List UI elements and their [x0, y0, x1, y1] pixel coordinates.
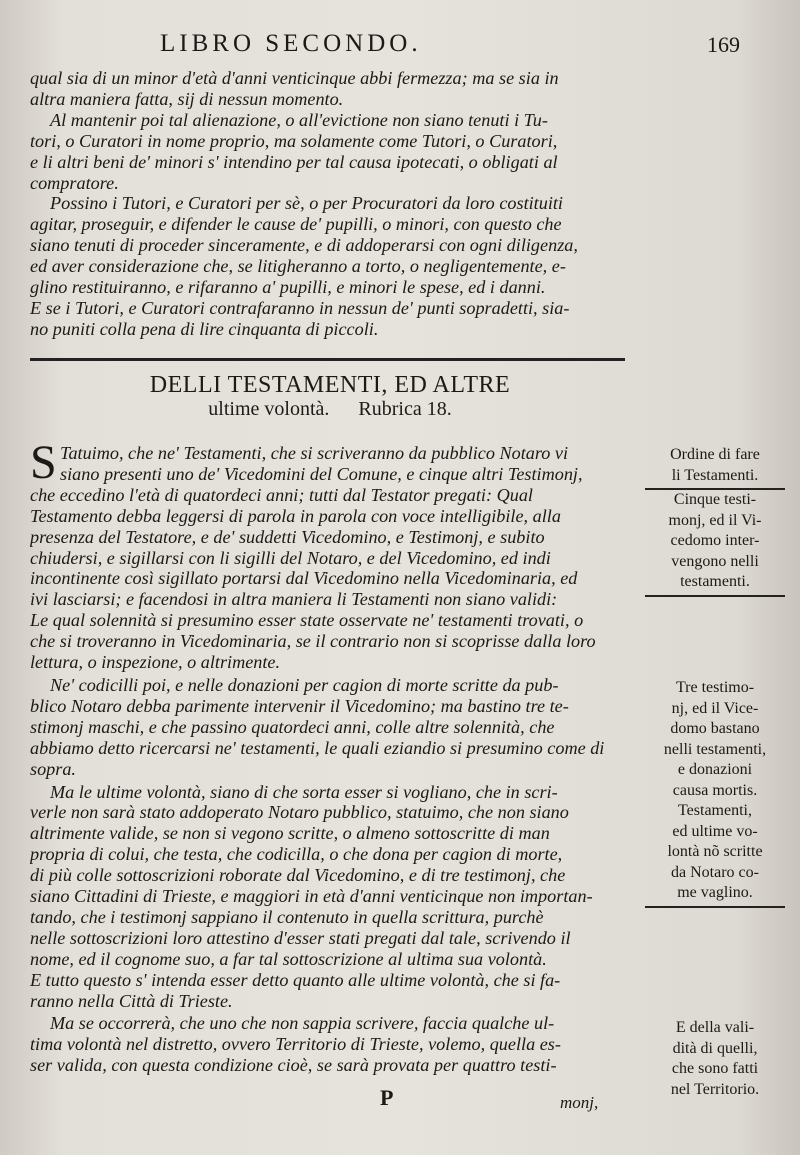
paragraph: qual sia di un minor d'età d'anni venticinque abbi fermezza; ma se sia in altra maniera fatta, sij di nessun momento. [30, 68, 559, 109]
paragraph: Ma se occorrerà, che uno che non sappia scrivere, faccia qualche ul- tima volontà nel distretto, ovvero Territorio di Trieste, volemo, quella es- ser valida, con questa condizione cioè, se sarà provata per quattro testi- [30, 1013, 561, 1076]
margin-note-ordine: Ordine di fare li Testamenti. Cinque testi- monj, ed il Vi- cedomo inter- vengono nelli testamenti. [640, 445, 790, 597]
section-divider [30, 358, 625, 361]
rubric-title: DELLI TESTAMENTI, ED ALTRE [149, 372, 511, 398]
page-header [160, 30, 780, 60]
rubric-subtitle-text: ultime volontà. [208, 398, 330, 420]
paragraph: Possino i Tutori, e Curatori per sè, o per Procuratori da loro costituiti agitar, proseguir, e difender le cause de' pupilli, o minori, con questo che siano tenuti di proceder sinceramente, e di addoperarsi con ogni diligenza, ed aver considerazione che, se litigheranno a torto, o negligentemente, e- glino restituiranno, e rifaranno a' pupilli, e minori le spese, ed i danni. E se i Tutori, e Curatori contrafaranno in nessun de' punti sopradetti, sia- no puniti colla pena di lire cinquanta di piccoli. [30, 193, 578, 339]
page-number: 169 [707, 32, 740, 57]
paragraph: Al mantenir poi tal alienazione, o all'evictione non siano tenuti i Tu- tori, o Curatori in nome proprio, ma solamente come Tutori, o Curatori, e li altri beni de' minori s' intendino per tal causa ipotecati, o obligati al compratore. [30, 109, 558, 193]
catchword: monj, [560, 1093, 599, 1112]
margin-note-rule [645, 906, 785, 908]
rubric-subtitle [30, 398, 630, 421]
rubric-number: Rubrica 18. [358, 398, 452, 420]
paragraph: Ne' codicilli poi, e nelle donazioni per cagion di morte scritte da pub- blico Notaro debba parimente intervenir il Vicedomino; ma bastino tre te- stimonj maschi, e che passino quatordeci anni, colle altre solennità, che abbiamo detto ricercarsi ne' testamenti, le quali eziandio si presumino come di sopra. [30, 674, 605, 779]
margin-note-codicilli: Tre testimo- nj, ed il Vice- domo bastano nelli testamenti, e donazioni causa mortis. Testamenti, ed ultime vo- lontà nõ scritte da Notaro co- me vaglino. [640, 678, 790, 908]
section-testamenti [30, 436, 630, 1076]
margin-note-rule [645, 595, 785, 597]
paragraph: Ma le ultime volontà, siano di che sorta esser si vogliano, che in scri- verle non sarà stato addoperato Notaro pubblico, statuimo, che non siano altrimente valide, se non si vegono scritte, o almeno sottoscritte di man propria di colui, che testa, che codicilla, o che dona per cagion di morte, di più colle sottoscrizioni roborate dal Vicedomino, e di tre testimonj, che siano Cittadini di Trieste, e maggiori in età d'anni venticinque non importan- tando, che i testimonj sappiano il contenuto in quella scrittura, purchè nelle sottoscrizioni loro attestino d'esser stati pregati dal tale, scrivendo il nome, ed il cognome suo, a far tal sottoscrizione al ultima sua volontà. E tutto questo s' intenda esser detto quanto alle ultime volontà, che si fa- ranno nella Città di Trieste. [30, 781, 593, 1011]
running-title: LIBRO SECONDO. [160, 30, 422, 57]
drop-cap: S [30, 436, 57, 489]
section-tutori [30, 68, 630, 340]
signature-mark: P [380, 1085, 394, 1110]
paragraph: Tatuimo, che ne' Testamenti, che si scriveranno da pubblico Notaro vi siano presenti uno de' Vicedomini del Comune, e cinque altri Testimonj, che eccedino l'età di quatordeci anni; tutti dal Testator pregati: Qual Testamento debba leggersi di parola in parola con voce intelligibile, alla presenza del Testatore, e de' suddetti Vicedomino, e Testimonj, e subito chiudersi, e sigillarsi con li sigilli del Notaro, e del Vicedomino, ed indi incontinente così sigillato portarsi dal Vicedomino nella Vicedominaria, ed ivi lasciarsi; e facendosi in altra maniera li Testamenti non siano validi: Le qual solennità si presumino esser state osservate ne' testamenti trovati, o che si troveranno in Vicedominaria, se il contrario non si scoprisse dalla loro lettura, o inspezione, o altrimente. [30, 443, 596, 673]
margin-note-territorio: E della vali- dità di quelli, che sono fatti nel Territorio. [670, 1019, 760, 1098]
